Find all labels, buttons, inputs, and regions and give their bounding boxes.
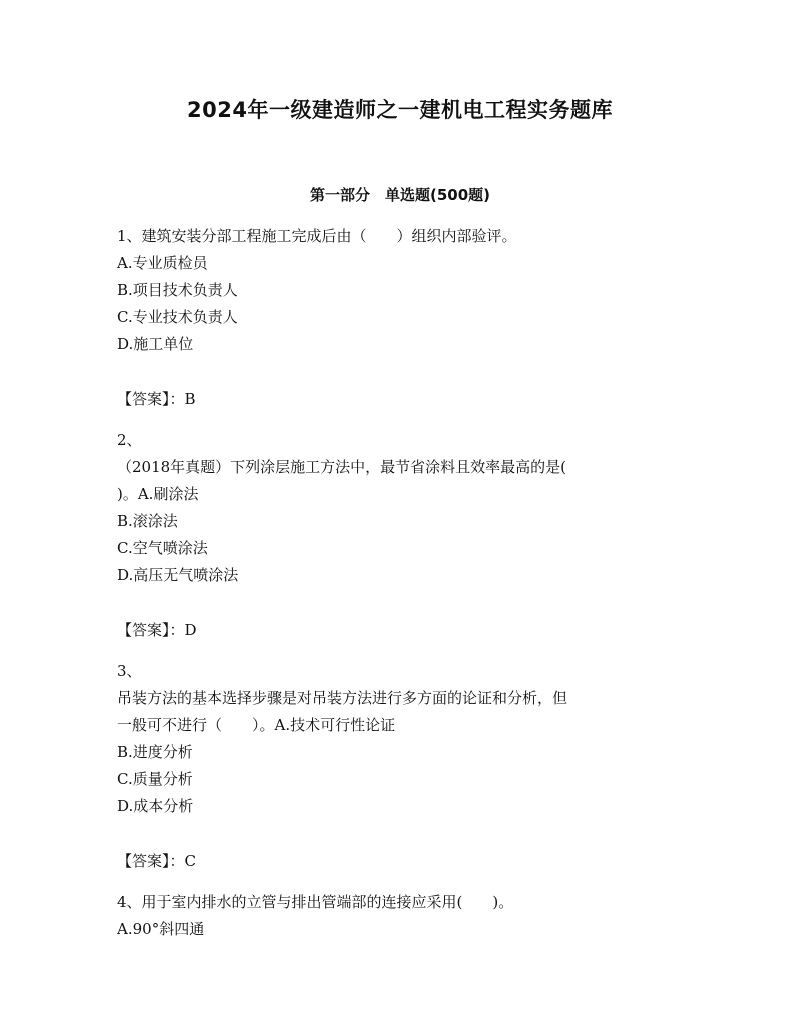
question-3-option-b: B.进度分析	[117, 743, 193, 761]
question-2-number: 2、	[117, 431, 142, 449]
question-2-stem-line-2: )。A.刷涂法	[117, 485, 199, 503]
question-2-option-c: C.空气喷涂法	[117, 539, 208, 557]
question-3-answer: 【答案】：C	[117, 852, 196, 870]
question-4-option-a: A.90°斜四通	[117, 920, 205, 938]
question-2-answer: 【答案】：D	[117, 621, 197, 639]
question-3-option-d: D.成本分析	[117, 797, 194, 815]
question-1-option-b: B.项目技术负责人	[117, 281, 238, 299]
question-2-option-b: B.滚涂法	[117, 512, 178, 530]
question-3-stem-line-2: 一般可不进行（ ）。A.技术可行性论证	[117, 716, 396, 734]
question-3-stem-line-1: 吊装方法的基本选择步骤是对吊装方法进行多方面的论证和分析，但	[117, 689, 568, 707]
section-heading: 第一部分 单选题(500题)	[309, 186, 491, 204]
question-1-answer: 【答案】：B	[117, 390, 196, 408]
question-1-option-a: A.专业质检员	[117, 254, 208, 272]
question-1-option-d: D.施工单位	[117, 335, 194, 353]
question-2-stem-line-1: （2018年真题）下列涂层施工方法中，最节省涂料且效率最高的是(	[117, 458, 567, 476]
question-3-number: 3、	[117, 662, 142, 680]
question-2-option-d: D.高压无气喷涂法	[117, 566, 239, 584]
question-1-stem: 1、建筑安装分部工程施工完成后由（ ）组织内部验评。	[117, 227, 517, 245]
document-title: 2024年一级建造师之一建机电工程实务题库	[187, 98, 613, 122]
question-1-option-c: C.专业技术负责人	[117, 308, 238, 326]
question-4-stem: 4、用于室内排水的立管与排出管端部的连接应采用( )。	[117, 893, 514, 911]
question-3-option-c: C.质量分析	[117, 770, 193, 788]
